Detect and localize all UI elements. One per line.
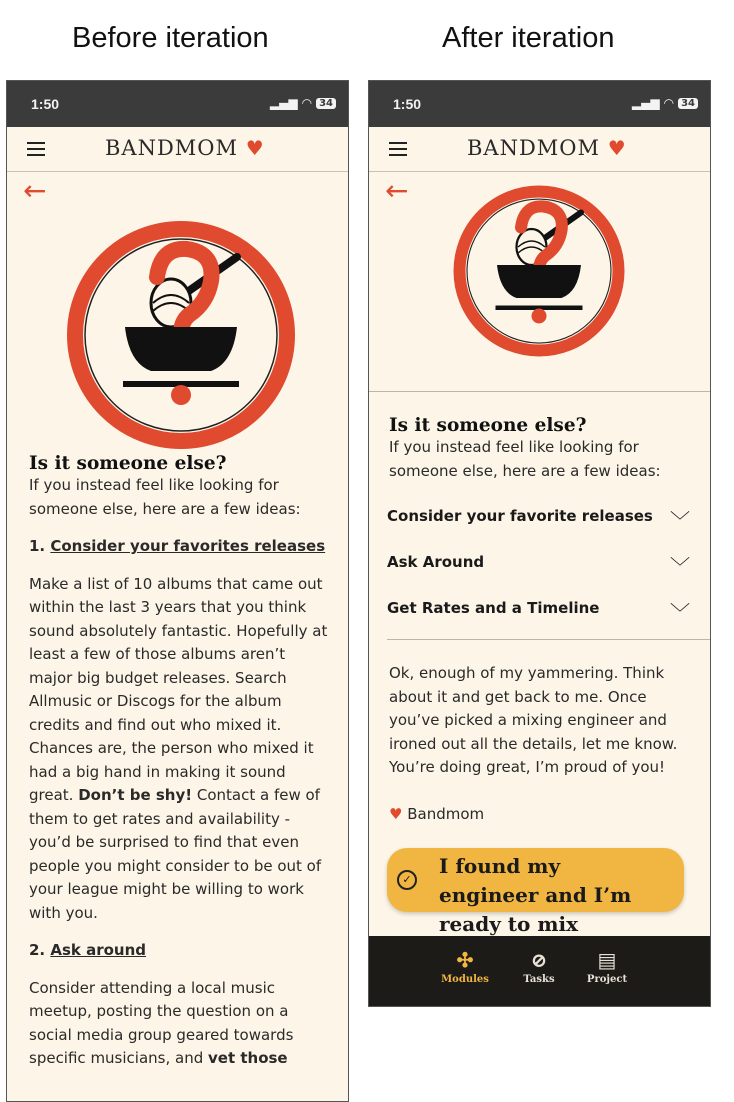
app-logo[interactable] xyxy=(467,136,627,160)
accordion-label: Get Rates and a Timeline xyxy=(387,599,600,617)
app-logo[interactable] xyxy=(105,136,265,160)
section-intro: If you instead feel like looking for someone else, here are a few ideas: xyxy=(29,476,301,518)
accordion-label: Ask Around xyxy=(387,553,485,571)
battery-icon: 34 xyxy=(678,98,698,109)
phone-before xyxy=(6,80,349,1102)
closing-message: Ok, enough of my yammering. Think about it and get back to me. Once you’ve picked a mixing engineer and ironed out all the details, let me know. You’re doing great, I’m proud of you! xyxy=(389,664,678,776)
found-engineer-button[interactable] xyxy=(387,848,684,936)
tab-label: Tasks xyxy=(523,974,555,985)
idea-2-link[interactable]: Ask around xyxy=(50,941,147,959)
menu-icon[interactable] xyxy=(389,142,407,160)
idea-2-bold: vet those xyxy=(208,1049,288,1067)
idea-2-heading xyxy=(29,939,329,963)
logo-text: BANDMOM xyxy=(105,136,239,160)
status-time: 1:50 xyxy=(31,96,60,112)
wifi-icon: ◠ xyxy=(301,96,313,110)
signal-icon: ▂▄▆ xyxy=(269,96,298,110)
chevron-down-icon[interactable]: ﹀ xyxy=(670,601,690,625)
heart-logo-icon: ♥ xyxy=(607,136,627,160)
back-arrow-icon[interactable]: ← xyxy=(23,174,47,207)
signoff xyxy=(389,803,484,827)
status-time: 1:50 xyxy=(393,96,422,112)
idea-1-heading xyxy=(29,535,329,559)
chevron-down-icon[interactable]: ﹀ xyxy=(670,555,690,579)
idea-1-number: 1. xyxy=(29,537,51,555)
tab-label: Project xyxy=(586,974,628,985)
status-icons xyxy=(632,96,698,110)
caption-before: Before iteration xyxy=(72,22,269,54)
caption-after: After iteration xyxy=(442,22,615,54)
divider xyxy=(387,639,710,640)
signal-icon: ▂▄▆ xyxy=(631,96,660,110)
heart-icon: ♥ xyxy=(389,805,403,823)
tab-label: Modules xyxy=(441,974,489,985)
status-icons xyxy=(270,96,336,110)
idea-1-bold: Don’t be shy! xyxy=(78,786,193,804)
app-header xyxy=(7,127,348,172)
accordion-item-ask-around[interactable] xyxy=(387,553,690,579)
menu-icon[interactable] xyxy=(27,142,45,160)
status-bar xyxy=(7,81,348,127)
status-bar xyxy=(369,81,710,127)
wifi-icon: ◠ xyxy=(663,96,675,110)
tab-modules[interactable] xyxy=(435,946,495,985)
accordion-item-favorite-releases[interactable] xyxy=(387,507,690,533)
puzzle-icon: ✣ xyxy=(456,948,474,972)
app-header xyxy=(369,127,710,172)
chevron-down-icon[interactable]: ﹀ xyxy=(670,509,690,533)
divider xyxy=(369,391,710,392)
idea-2-body xyxy=(29,977,329,1071)
whisk-question-illustration xyxy=(61,215,301,455)
idea-2-text-a: Consider attending a local music meetup, posting the question on a social media group geared towards specific musicians, and xyxy=(29,978,294,1067)
before-content xyxy=(29,453,329,1071)
section-heading: Is it someone else? xyxy=(389,415,587,436)
back-arrow-icon[interactable]: ← xyxy=(385,174,409,207)
cta-label: I found my engineer and I’m ready to mix xyxy=(439,854,632,936)
section-heading: Is it someone else? xyxy=(29,453,227,474)
battery-icon: 34 xyxy=(316,98,336,109)
accordion-label: Consider your favorite releases xyxy=(387,507,653,525)
clipboard-icon: ▤ xyxy=(597,948,617,972)
tab-tasks[interactable] xyxy=(509,946,569,985)
check-circle-icon: ⊘ xyxy=(530,948,548,972)
check-circle-icon: ✓ xyxy=(397,870,417,890)
idea-1-text-a: Make a list of 10 albums that came out within the last 3 years that you think sound absolutely fantastic. Hopefully at least a few of those albums aren’t major big budget releases. Search Allmusic or Discogs for the album credits and find out who mixed it. Chances are, the person who mixed it had a big hand in making it sound great. xyxy=(29,574,328,804)
logo-text: BANDMOM xyxy=(467,136,601,160)
section-intro: If you instead feel like looking for someone else, here are a few ideas: xyxy=(389,438,661,480)
idea-1-text-b: Contact a few of them to get rates and availability - you’d be surprised to find that even people you might consider to be out of your league might be willing to work with you. xyxy=(29,786,322,922)
whisk-question-illustration xyxy=(449,181,629,361)
idea-1-body xyxy=(29,573,329,926)
tab-project[interactable] xyxy=(577,946,637,985)
after-intro xyxy=(389,415,689,483)
idea-1-link[interactable]: Consider your favorites releases xyxy=(50,537,326,555)
phone-after xyxy=(368,80,711,1007)
bottom-tab-bar xyxy=(369,936,710,1006)
accordion-item-rates-timeline[interactable] xyxy=(387,599,690,625)
heart-logo-icon: ♥ xyxy=(245,136,265,160)
idea-2-number: 2. xyxy=(29,941,51,959)
signoff-text: Bandmom xyxy=(407,805,485,823)
